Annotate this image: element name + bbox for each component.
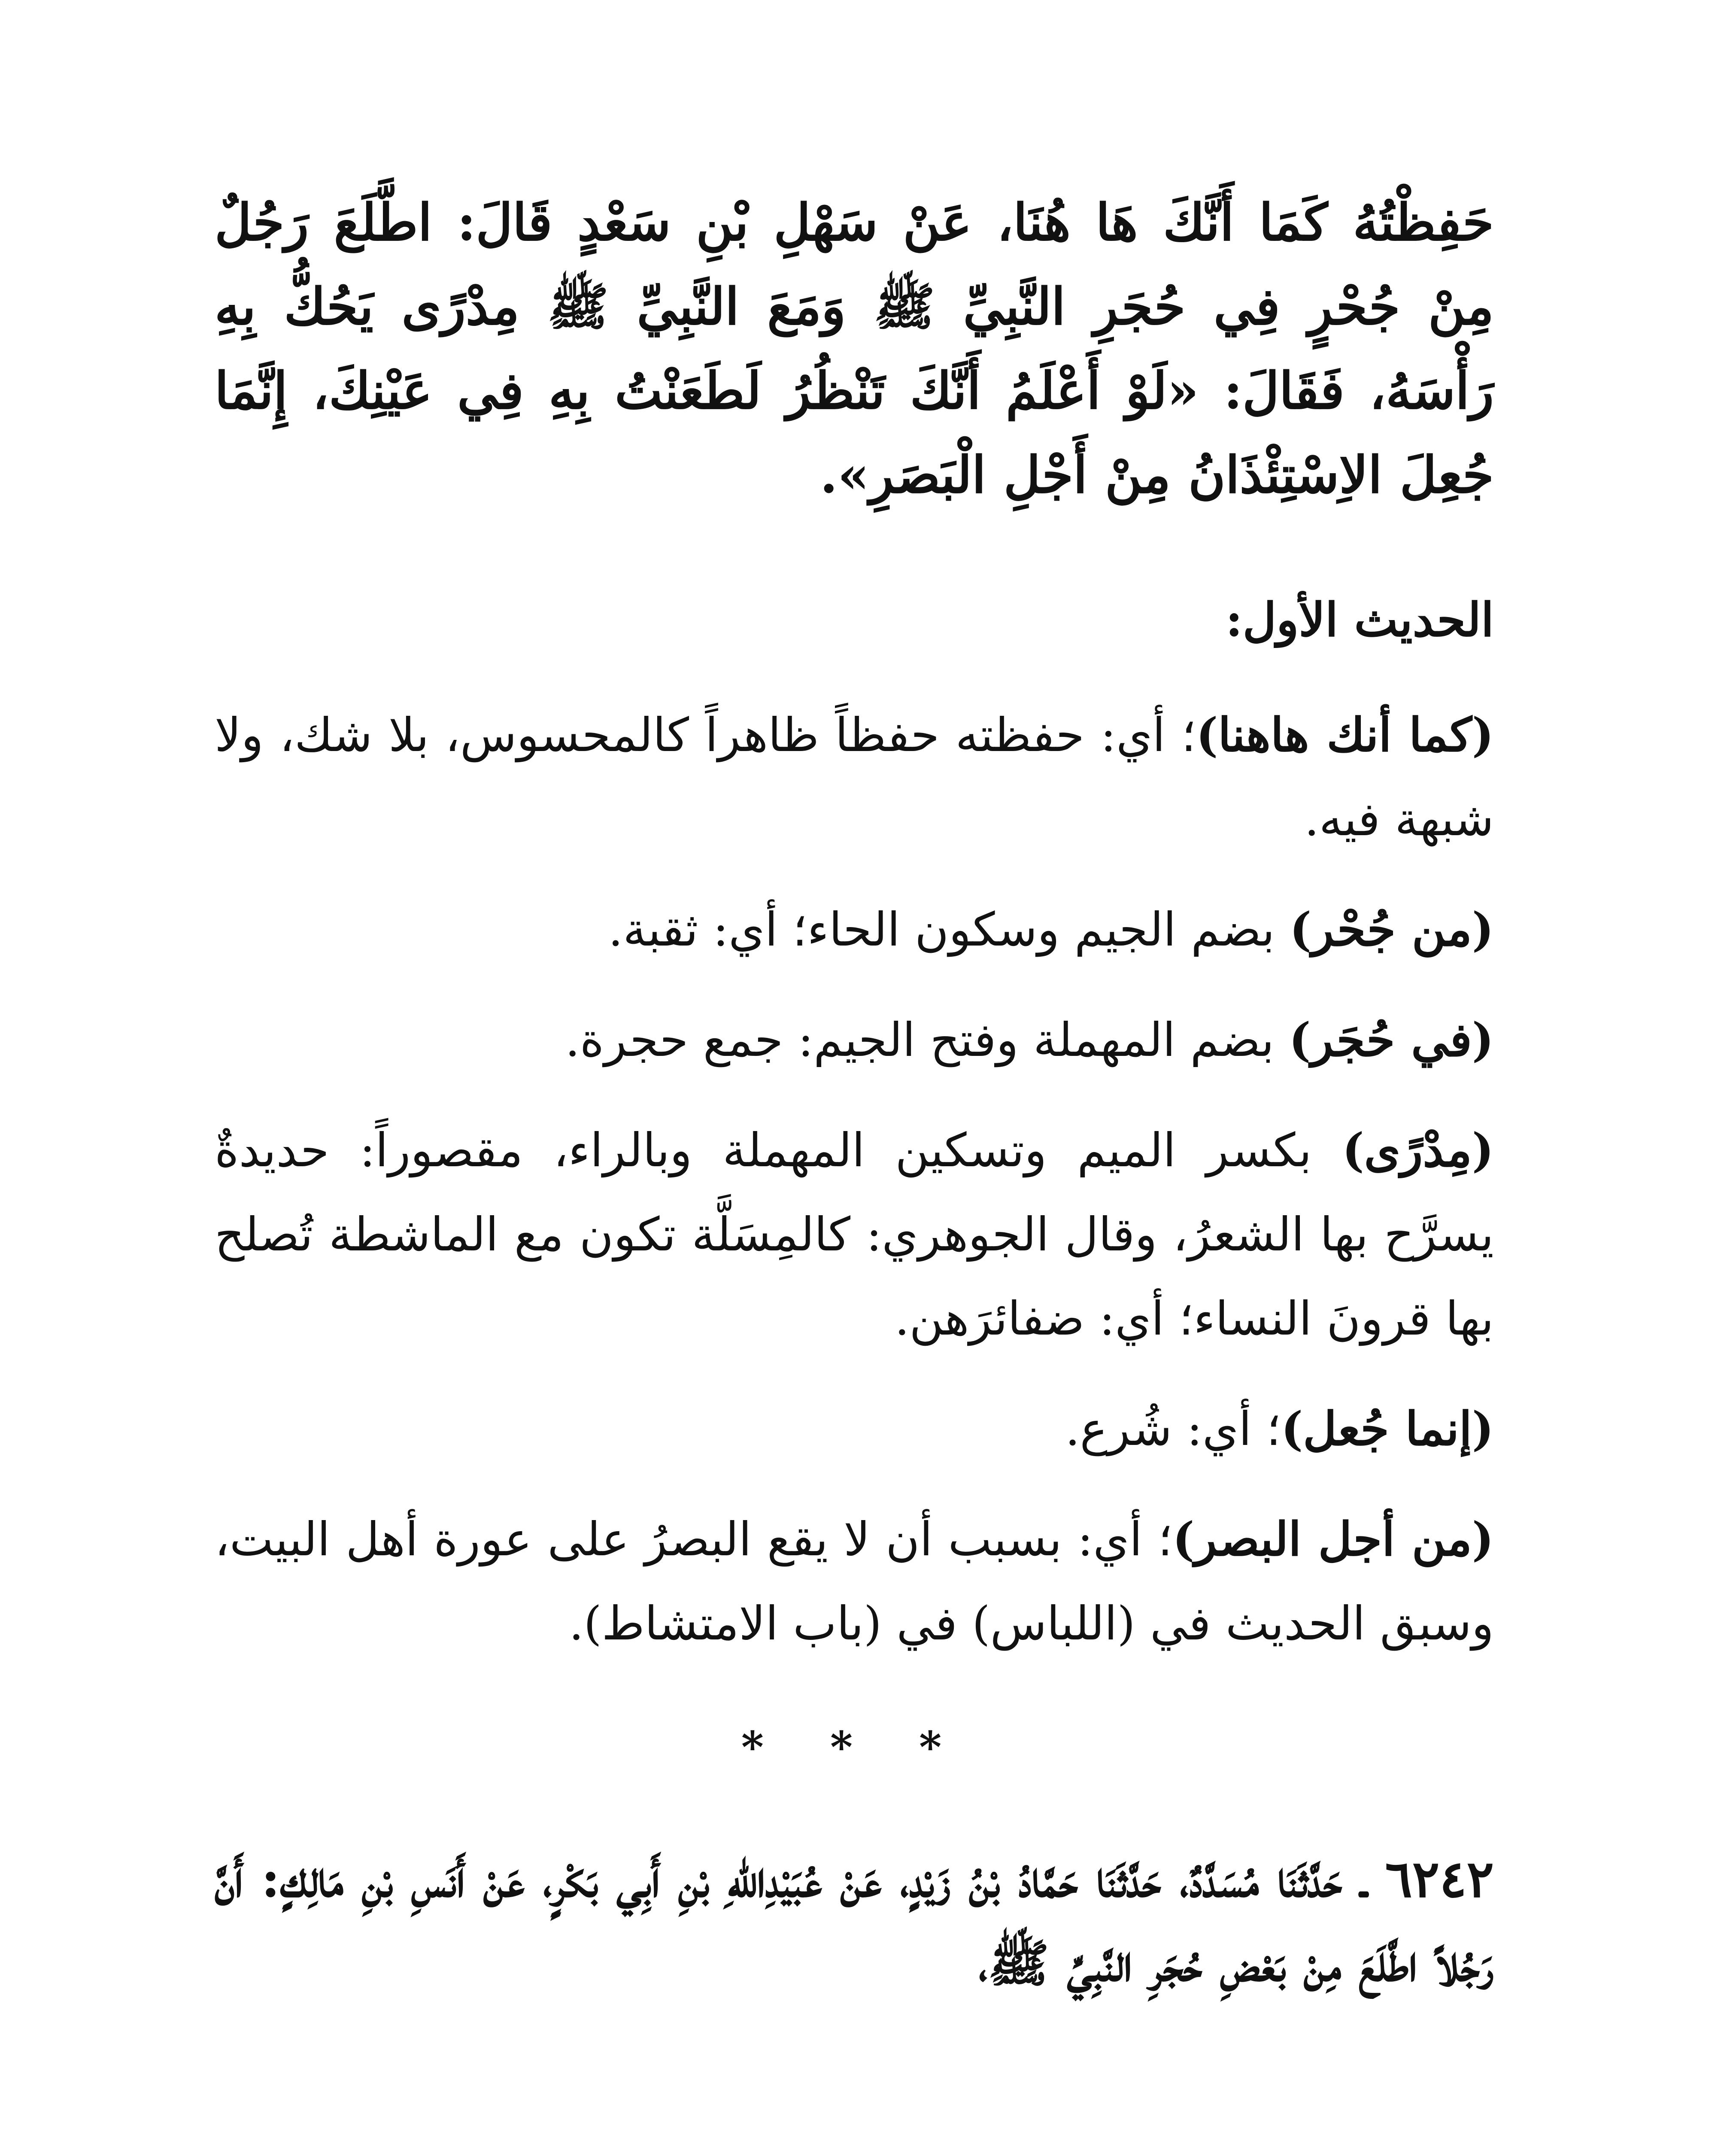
section-heading: الحديث الأول: [1225, 593, 1494, 647]
commentary-term: (من أجل البصر) [1172, 1512, 1494, 1566]
commentary-term: (كما أنك هاهنا) [1196, 708, 1494, 762]
section-separator: * * * [741, 1722, 968, 1773]
commentary-paragraph [215, 693, 1494, 862]
commentary-term: (في حُجَر) [1289, 1013, 1494, 1067]
commentary-explanation: ؛ أي: بسبب أن لا يقع البصرُ على عورة أهل البيت، وسبق الحديث في (اللباس) في (باب الامتشاط). [215, 1513, 1494, 1651]
commentary-explanation: بضم المهملة وفتح الجيم: جمع حجرة. [565, 1013, 1289, 1067]
commentary-paragraph [215, 1108, 1494, 1361]
commentary-term: (مِدْرًى) [1342, 1123, 1494, 1177]
commentary-explanation: بكسر الميم وتسكين المهملة وبالراء، مقصوراً: حديدةٌ يسرَّح بها الشعرُ، وقال الجوهري: كالمِسَلَّة تكون مع الماشطة تُصلح بها قرونَ النساء؛ أي: ضفائرَهن. [215, 1124, 1494, 1346]
hadith-text: حَفِظْتُهُ كَمَا أَنَّكَ هَا هُنَا، عَنْ سَهْلِ بْنِ سَعْدٍ قَالَ: اطَّلَعَ رَجُلٌ مِنْ جُحْرٍ فِي حُجَرِ النَّبِيِّ ﷺ وَمَعَ النَّبِيِّ ﷺ مِدْرًى يَحُكُّ بِهِ رَأْسَهُ، فَقَالَ: «لَوْ أَعْلَمُ أَنَّكَ تَنْظُرُ لَطَعَنْتُ بِهِ فِي عَيْنِكَ، إِنَّمَا جُعِلَ الاِسْتِئْذَانُ مِنْ أَجْلِ الْبَصَرِ». [215, 192, 1494, 505]
commentary-paragraph [215, 998, 1494, 1083]
commentary-explanation: ؛ أي: حفظته حفظاً ظاهراً كالمحسوس، بلا شك، ولا شبهة فيه. [215, 709, 1494, 846]
page-body [215, 180, 1494, 2147]
commentary-paragraph [215, 1497, 1494, 1666]
commentary-explanation: بضم الجيم وسكون الحاء؛ أي: ثقبة. [608, 903, 1290, 957]
commentary-term: (إنما جُعل) [1281, 1402, 1494, 1456]
commentary-explanation: ؛ أي: شُرع. [1065, 1402, 1281, 1456]
commentary-paragraph [215, 1387, 1494, 1472]
commentary-paragraph [215, 888, 1494, 972]
next-hadith-text: ٦٢٤٢ ـ حَدَّثَنَا مُسَدَّدٌ، حَدَّثَنَا حَمَّادُ بْنُ زَيْدٍ، عَنْ عُبَيْدِاللهِ بْنِ أَبِي بَكْرٍ، عَنْ أَنَسِ بْنِ مَالِكٍ: أَنَّ رَجُلاً اطَّلَعَ مِنْ بَعْضِ حُجَرِ النَّبِيِّ ﷺ، [215, 1849, 1494, 1993]
commentary-term: (من جُحْر) [1290, 903, 1494, 957]
